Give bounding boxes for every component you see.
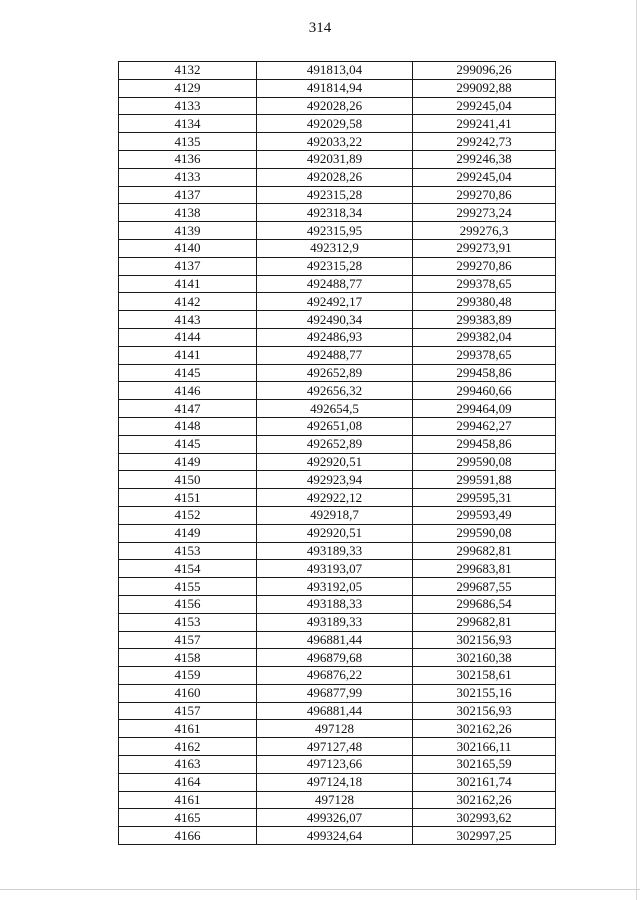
x-coordinate-cell: 493189,33	[257, 542, 413, 560]
table-row	[119, 506, 556, 524]
point-number-cell: 4147	[119, 400, 257, 418]
point-number-cell: 4156	[119, 595, 257, 613]
x-coordinate-cell: 493193,07	[257, 560, 413, 578]
point-number-cell: 4133	[119, 168, 257, 186]
table-row	[119, 346, 556, 364]
point-number-cell: 4137	[119, 186, 257, 204]
x-coordinate-cell: 493192,05	[257, 578, 413, 596]
y-coordinate-cell: 302160,38	[413, 649, 556, 667]
table-row	[119, 168, 556, 186]
y-coordinate-cell: 299686,54	[413, 595, 556, 613]
x-coordinate-cell: 496879,68	[257, 649, 413, 667]
table-row	[119, 382, 556, 400]
y-coordinate-cell: 302993,62	[413, 809, 556, 827]
x-coordinate-cell: 492315,28	[257, 257, 413, 275]
x-coordinate-cell: 492312,9	[257, 239, 413, 257]
table-row	[119, 417, 556, 435]
point-number-cell: 4149	[119, 524, 257, 542]
point-number-cell: 4152	[119, 506, 257, 524]
x-coordinate-cell: 499326,07	[257, 809, 413, 827]
point-number-cell: 4154	[119, 560, 257, 578]
page-number: 314	[308, 20, 332, 36]
y-coordinate-cell: 299380,48	[413, 293, 556, 311]
point-number-cell: 4146	[119, 382, 257, 400]
point-number-cell: 4145	[119, 435, 257, 453]
table-row	[119, 222, 556, 240]
x-coordinate-cell: 497128	[257, 791, 413, 809]
point-number-cell: 4153	[119, 542, 257, 560]
x-coordinate-cell: 496881,44	[257, 631, 413, 649]
y-coordinate-cell: 299242,73	[413, 133, 556, 151]
x-coordinate-cell: 492490,34	[257, 311, 413, 329]
table-row	[119, 560, 556, 578]
table-row	[119, 186, 556, 204]
point-number-cell: 4148	[119, 417, 257, 435]
y-coordinate-cell: 302162,26	[413, 720, 556, 738]
x-coordinate-cell: 492656,32	[257, 382, 413, 400]
y-coordinate-cell: 302997,25	[413, 827, 556, 845]
table-row	[119, 364, 556, 382]
x-coordinate-cell: 492920,51	[257, 453, 413, 471]
y-coordinate-cell: 299245,04	[413, 97, 556, 115]
point-number-cell: 4149	[119, 453, 257, 471]
y-coordinate-cell: 299276,3	[413, 222, 556, 240]
x-coordinate-cell: 496876,22	[257, 667, 413, 685]
table-row	[119, 453, 556, 471]
y-coordinate-cell: 302162,26	[413, 791, 556, 809]
point-number-cell: 4136	[119, 150, 257, 168]
table-row	[119, 667, 556, 685]
y-coordinate-cell: 299593,49	[413, 506, 556, 524]
x-coordinate-cell: 492028,26	[257, 97, 413, 115]
table-row	[119, 257, 556, 275]
y-coordinate-cell: 299273,91	[413, 239, 556, 257]
point-number-cell: 4151	[119, 489, 257, 507]
x-coordinate-cell: 499324,64	[257, 827, 413, 845]
y-coordinate-cell: 299682,81	[413, 542, 556, 560]
point-number-cell: 4140	[119, 239, 257, 257]
x-coordinate-cell: 492031,89	[257, 150, 413, 168]
point-number-cell: 4155	[119, 578, 257, 596]
y-coordinate-cell: 299382,04	[413, 328, 556, 346]
point-number-cell: 4142	[119, 293, 257, 311]
point-number-cell: 4137	[119, 257, 257, 275]
coordinates-table-body	[119, 62, 556, 845]
y-coordinate-cell: 299458,86	[413, 435, 556, 453]
y-coordinate-cell: 299270,86	[413, 186, 556, 204]
table-row	[119, 613, 556, 631]
y-coordinate-cell: 299245,04	[413, 168, 556, 186]
point-number-cell: 4157	[119, 631, 257, 649]
table-row	[119, 649, 556, 667]
point-number-cell: 4164	[119, 773, 257, 791]
table-row	[119, 204, 556, 222]
x-coordinate-cell: 496881,44	[257, 702, 413, 720]
x-coordinate-cell: 492028,26	[257, 168, 413, 186]
point-number-cell: 4139	[119, 222, 257, 240]
x-coordinate-cell: 492651,08	[257, 417, 413, 435]
table-row	[119, 791, 556, 809]
table-row	[119, 471, 556, 489]
point-number-cell: 4157	[119, 702, 257, 720]
table-row	[119, 738, 556, 756]
y-coordinate-cell: 302158,61	[413, 667, 556, 685]
table-row	[119, 239, 556, 257]
y-coordinate-cell: 299595,31	[413, 489, 556, 507]
y-coordinate-cell: 299682,81	[413, 613, 556, 631]
table-row	[119, 595, 556, 613]
x-coordinate-cell: 492654,5	[257, 400, 413, 418]
x-coordinate-cell: 491813,04	[257, 62, 413, 80]
x-coordinate-cell: 492488,77	[257, 275, 413, 293]
point-number-cell: 4141	[119, 275, 257, 293]
point-number-cell: 4159	[119, 667, 257, 685]
y-coordinate-cell: 302156,93	[413, 631, 556, 649]
x-coordinate-cell: 492318,34	[257, 204, 413, 222]
table-row	[119, 809, 556, 827]
table-row	[119, 435, 556, 453]
table-row	[119, 756, 556, 774]
table-row	[119, 773, 556, 791]
table-row	[119, 684, 556, 702]
table-row	[119, 328, 556, 346]
table-row	[119, 311, 556, 329]
table-row	[119, 150, 556, 168]
x-coordinate-cell: 492488,77	[257, 346, 413, 364]
x-coordinate-cell: 492922,12	[257, 489, 413, 507]
y-coordinate-cell: 299241,41	[413, 115, 556, 133]
x-coordinate-cell: 493189,33	[257, 613, 413, 631]
point-number-cell: 4162	[119, 738, 257, 756]
x-coordinate-cell: 492918,7	[257, 506, 413, 524]
point-number-cell: 4135	[119, 133, 257, 151]
point-number-cell: 4161	[119, 720, 257, 738]
x-coordinate-cell: 492652,89	[257, 435, 413, 453]
point-number-cell: 4165	[119, 809, 257, 827]
table-row	[119, 702, 556, 720]
y-coordinate-cell: 302155,16	[413, 684, 556, 702]
table-row	[119, 79, 556, 97]
table-row	[119, 489, 556, 507]
table-row	[119, 97, 556, 115]
y-coordinate-cell: 299687,55	[413, 578, 556, 596]
y-coordinate-cell: 299378,65	[413, 275, 556, 293]
y-coordinate-cell: 299590,08	[413, 453, 556, 471]
y-coordinate-cell: 299464,09	[413, 400, 556, 418]
x-coordinate-cell: 492029,58	[257, 115, 413, 133]
x-coordinate-cell: 492923,94	[257, 471, 413, 489]
table-row	[119, 115, 556, 133]
point-number-cell: 4144	[119, 328, 257, 346]
table-row	[119, 827, 556, 845]
point-number-cell: 4166	[119, 827, 257, 845]
x-coordinate-cell: 496877,99	[257, 684, 413, 702]
point-number-cell: 4161	[119, 791, 257, 809]
y-coordinate-cell: 299462,27	[413, 417, 556, 435]
y-coordinate-cell: 299383,89	[413, 311, 556, 329]
y-coordinate-cell: 299378,65	[413, 346, 556, 364]
page-edge-right	[636, 0, 637, 900]
y-coordinate-cell: 299458,86	[413, 364, 556, 382]
y-coordinate-cell: 302166,11	[413, 738, 556, 756]
table-row	[119, 62, 556, 80]
x-coordinate-cell: 493188,33	[257, 595, 413, 613]
y-coordinate-cell: 299591,88	[413, 471, 556, 489]
y-coordinate-cell: 302165,59	[413, 756, 556, 774]
x-coordinate-cell: 497123,66	[257, 756, 413, 774]
table-row	[119, 578, 556, 596]
table-row	[119, 631, 556, 649]
x-coordinate-cell: 491814,94	[257, 79, 413, 97]
point-number-cell: 4143	[119, 311, 257, 329]
y-coordinate-cell: 299683,81	[413, 560, 556, 578]
y-coordinate-cell: 302156,93	[413, 702, 556, 720]
page-edge-bottom	[0, 889, 640, 890]
point-number-cell: 4150	[119, 471, 257, 489]
x-coordinate-cell: 497127,48	[257, 738, 413, 756]
point-number-cell: 4153	[119, 613, 257, 631]
x-coordinate-cell: 492492,17	[257, 293, 413, 311]
x-coordinate-cell: 492033,22	[257, 133, 413, 151]
y-coordinate-cell: 299460,66	[413, 382, 556, 400]
point-number-cell: 4129	[119, 79, 257, 97]
point-number-cell: 4145	[119, 364, 257, 382]
table-row	[119, 524, 556, 542]
x-coordinate-cell: 492920,51	[257, 524, 413, 542]
point-number-cell: 4141	[119, 346, 257, 364]
x-coordinate-cell: 492315,95	[257, 222, 413, 240]
y-coordinate-cell: 299590,08	[413, 524, 556, 542]
coordinates-table	[118, 61, 556, 845]
x-coordinate-cell: 497124,18	[257, 773, 413, 791]
table-row	[119, 293, 556, 311]
point-number-cell: 4132	[119, 62, 257, 80]
x-coordinate-cell: 492315,28	[257, 186, 413, 204]
y-coordinate-cell: 299273,24	[413, 204, 556, 222]
x-coordinate-cell: 492652,89	[257, 364, 413, 382]
y-coordinate-cell: 299246,38	[413, 150, 556, 168]
table-row	[119, 542, 556, 560]
table-row	[119, 720, 556, 738]
point-number-cell: 4133	[119, 97, 257, 115]
table-row	[119, 400, 556, 418]
y-coordinate-cell: 299270,86	[413, 257, 556, 275]
table-row	[119, 133, 556, 151]
point-number-cell: 4160	[119, 684, 257, 702]
x-coordinate-cell: 497128	[257, 720, 413, 738]
point-number-cell: 4138	[119, 204, 257, 222]
y-coordinate-cell: 302161,74	[413, 773, 556, 791]
point-number-cell: 4163	[119, 756, 257, 774]
point-number-cell: 4158	[119, 649, 257, 667]
x-coordinate-cell: 492486,93	[257, 328, 413, 346]
y-coordinate-cell: 299096,26	[413, 62, 556, 80]
table-row	[119, 275, 556, 293]
y-coordinate-cell: 299092,88	[413, 79, 556, 97]
point-number-cell: 4134	[119, 115, 257, 133]
